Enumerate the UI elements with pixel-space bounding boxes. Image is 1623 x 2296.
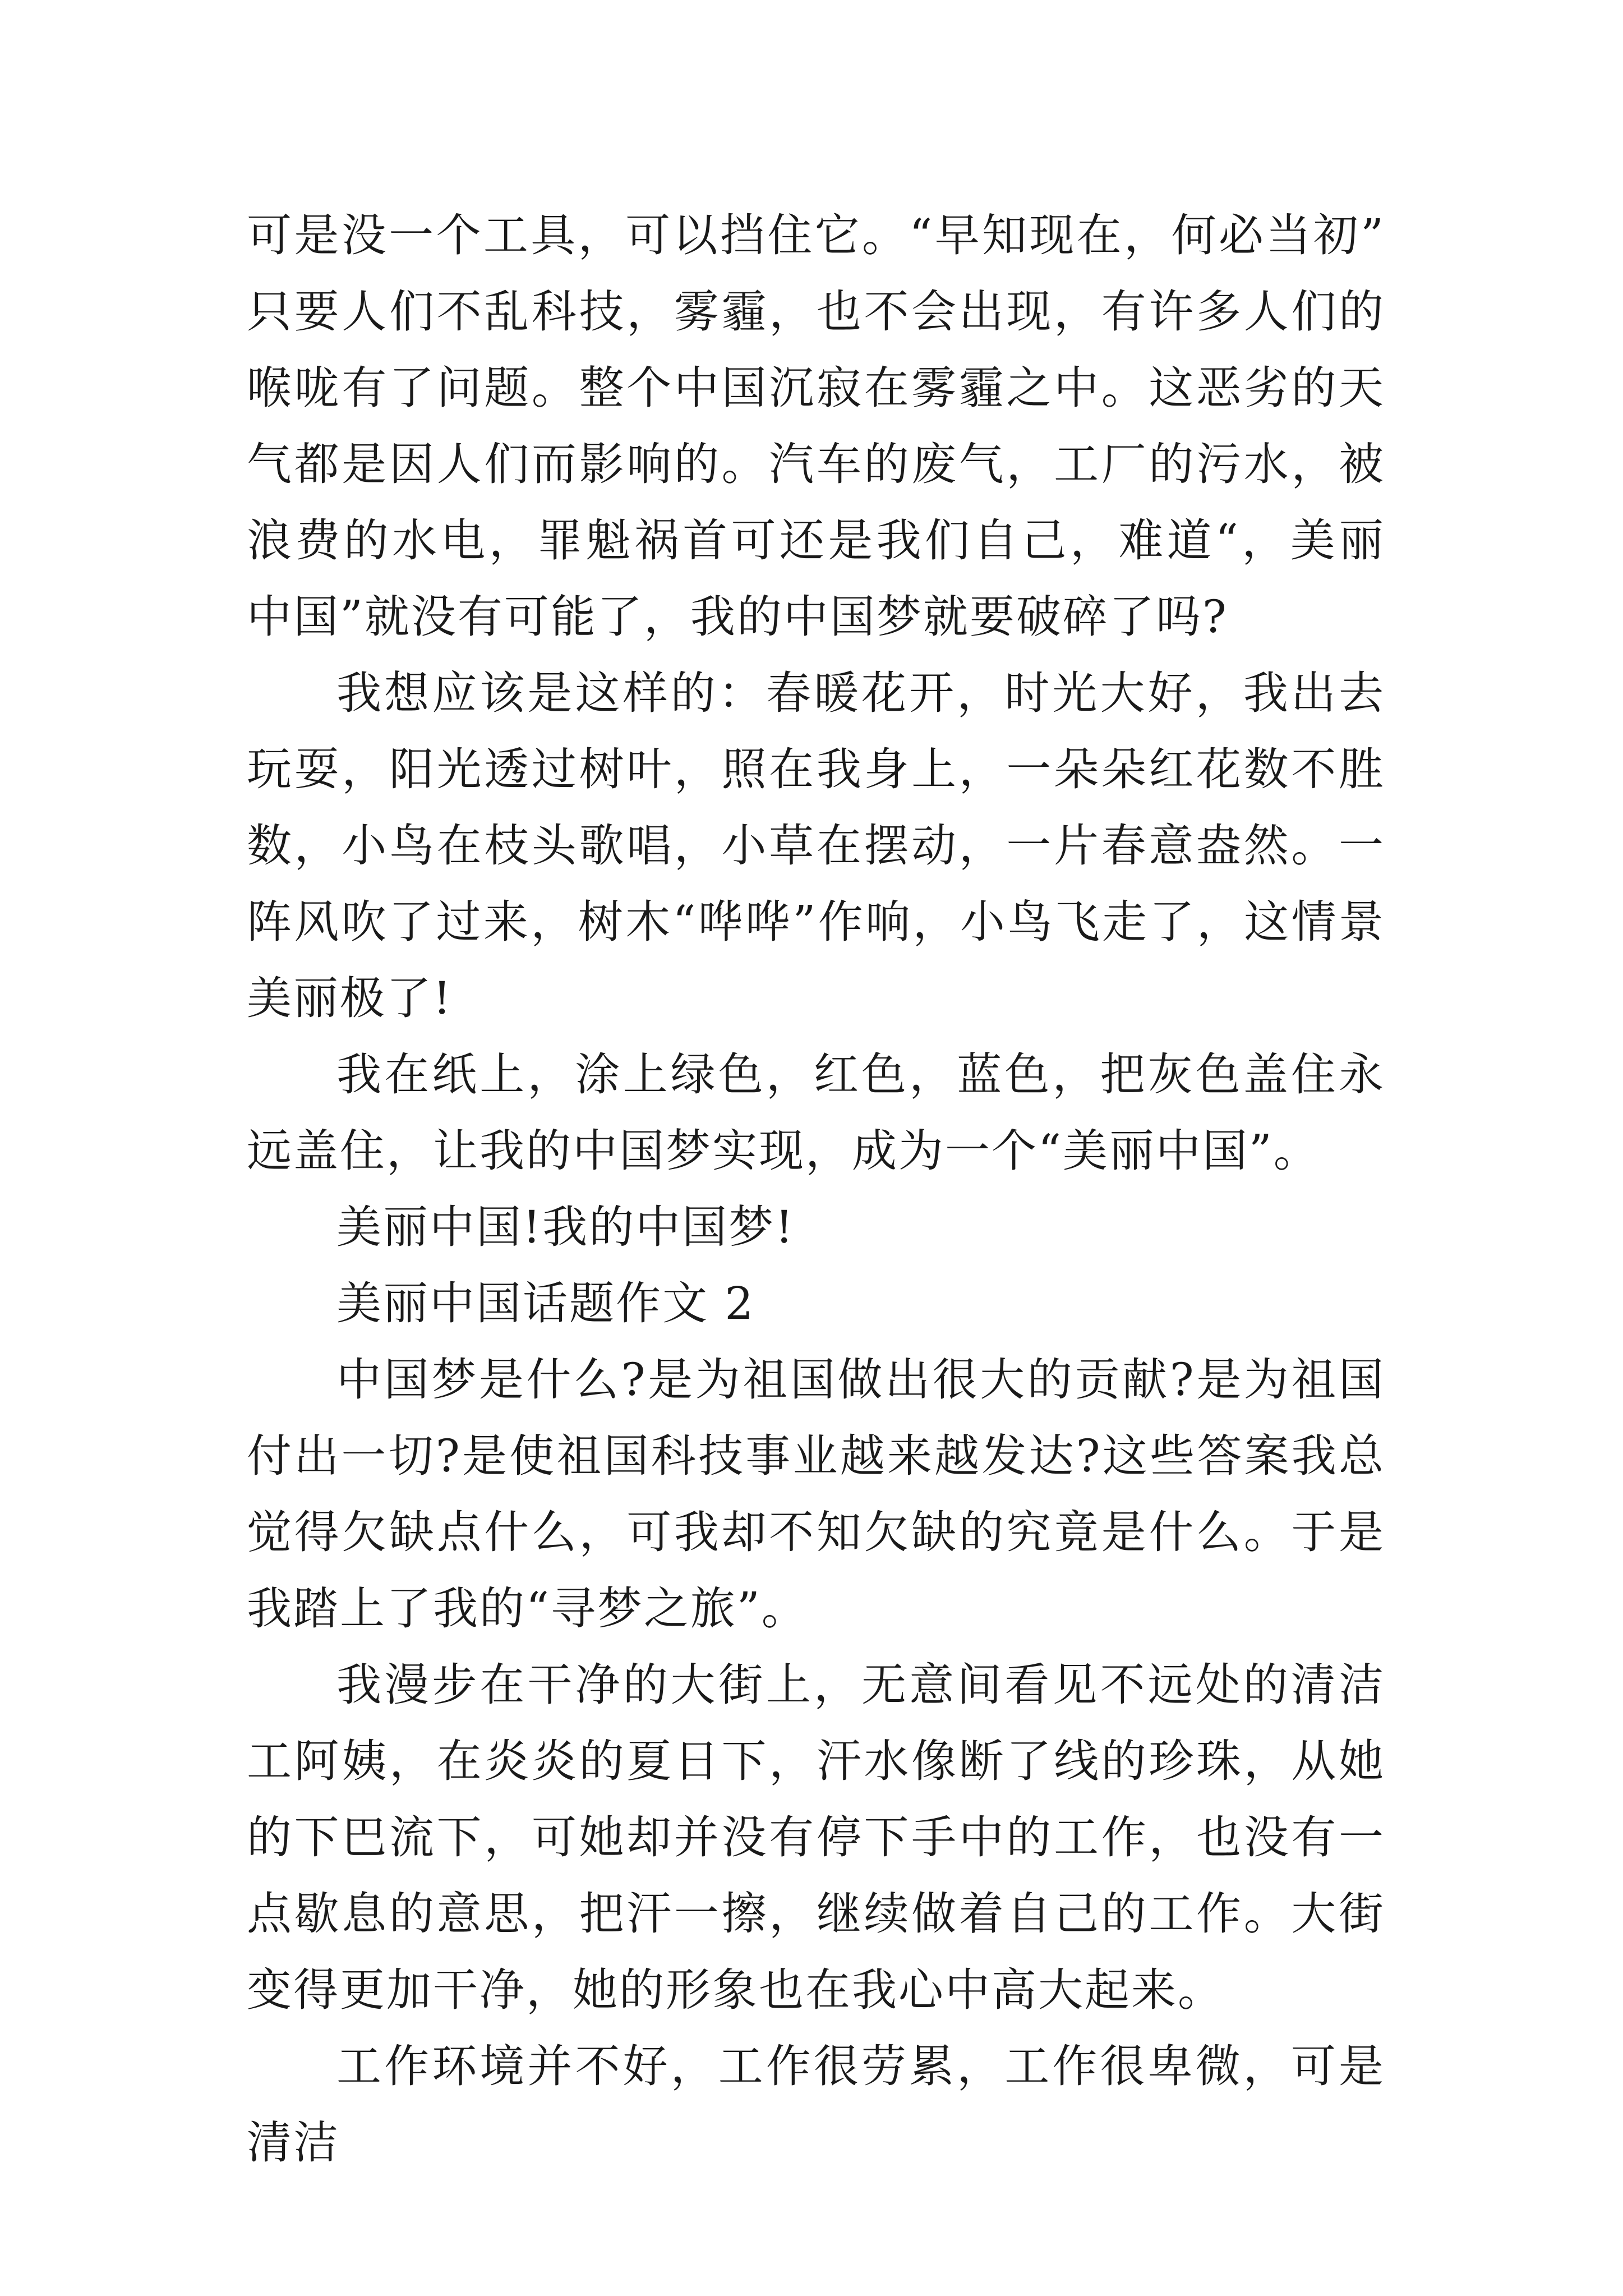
paragraph-exclamation: 美丽中国!我的中国梦! [336, 1201, 795, 1253]
paragraph-what-is-dream: 中国梦是什么?是为祖国做出很大的贡献?是为祖国付出一切?是使祖国科技事业越来越发达?这些答案我总觉得欠缺点什么，可我却不知欠缺的究竟是什么。于是我踏上了我的“寻梦之旅”。 [247, 1354, 1385, 1635]
essay-body [247, 197, 1385, 2181]
paragraph-cleaner: 我漫步在干净的大街上，无意间看见不远处的清洁工阿姨，在炎炎的夏日下，汗水像断了线的珍珠，从她的下巴流下，可她却并没有停下手中的工作，也没有一点歇息的意思，把汗一擦，继续做着自己的工作。大街变得更加干净，她的形象也在我心中高大起来。 [247, 1659, 1385, 2016]
section-heading: 美丽中国话题作文 2 [336, 1277, 755, 1329]
paragraph-continuation: 可是没一个工具，可以挡住它。“早知现在，何必当初”只要人们不乱科技，雾霾，也不会出现，有许多人们的喉咙有了问题。整个中国沉寂在雾霾之中。这恶劣的天气都是因人们而影响的。汽车的废气，工厂的污水，被浪费的水电，罪魁祸首可还是我们自己，难道“，美丽中国”就没有可能了，我的中国梦就要破碎了吗? [247, 209, 1385, 643]
paragraph-work-environment: 工作环境并不好，工作很劳累，工作很卑微，可是清洁 [247, 2040, 1385, 2169]
paragraph-painting-colors: 我在纸上，涂上绿色，红色，蓝色，把灰色盖住永远盖住，让我的中国梦实现，成为一个“美丽中国”。 [247, 1048, 1385, 1177]
paragraph-spring-scene: 我想应该是这样的：春暖花开，时光大好，我出去玩耍，阳光透过树叶，照在我身上，一朵朵红花数不胜数，小鸟在枝头歌唱，小草在摆动，一片春意盎然。一阵风吹了过来，树木“哗哗”作响，小鸟飞走了，这情景美丽极了! [247, 667, 1385, 1024]
